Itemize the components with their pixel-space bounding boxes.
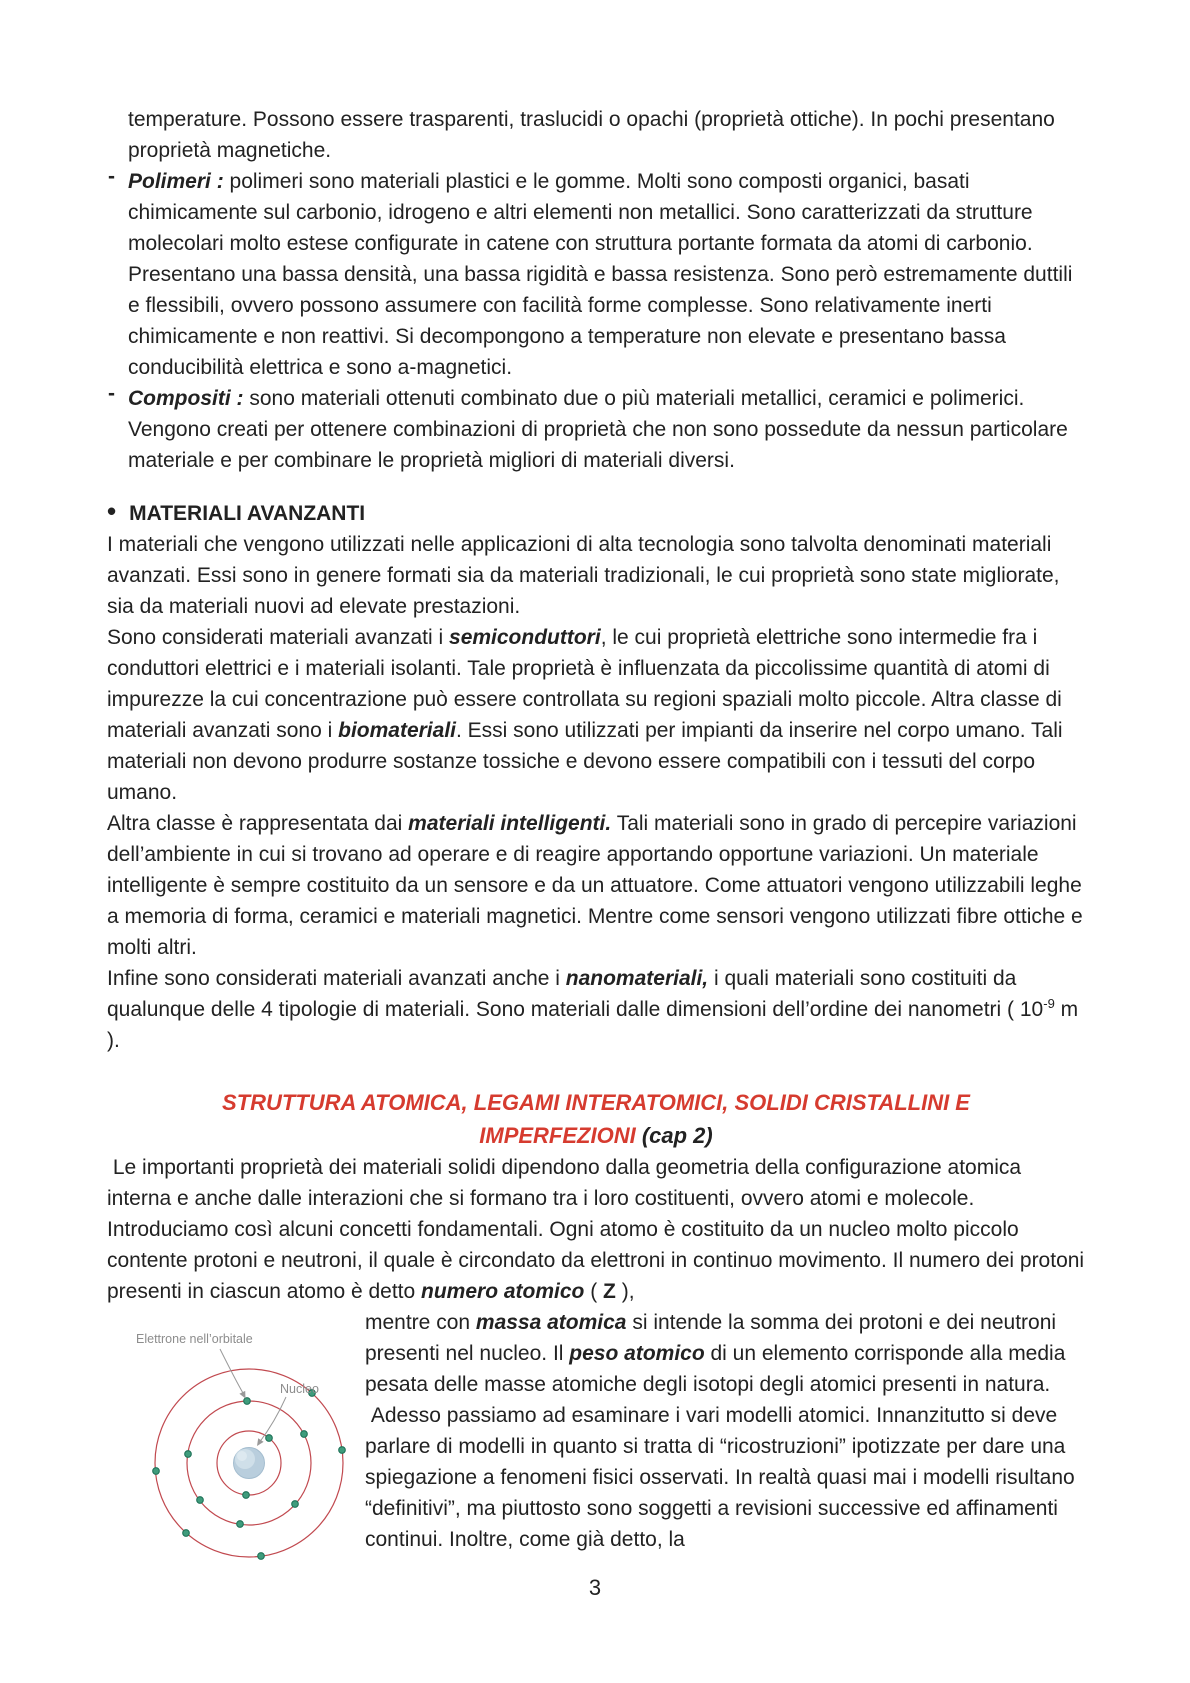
page-number: 3 [588,1575,602,1600]
paragraph-ceramics-continuation: temperature. Possono essere trasparenti, traslucidi o opachi (proprietà ottiche). In pochi presentano proprietà magnetiche. [128,108,1061,162]
dash-bullet: - [108,165,115,188]
chapter-heading [107,1086,1085,1152]
electron-dot [244,1398,251,1405]
chapter-heading-cap: (cap 2) [635,1123,713,1148]
electron-dot [153,1468,160,1475]
electron-dot [185,1451,192,1458]
round-bullet: • [107,496,117,526]
atom-figure-block [107,1307,1085,1607]
section-title-materiali-avanzanti [107,496,1085,529]
chapter-heading-line1: STRUTTURA ATOMICA, LEGAMI INTERATOMICI, SOLIDI CRISTALLINI E [222,1090,970,1115]
page-content [107,104,1090,1607]
atom-diagram [128,1323,368,1567]
list-item-text: Polimeri : polimeri sono materiali plastici e le gomme. Molti sono composti organici, basati chimicamente sul carbonio, idrogeno e altri elementi non metallici. Sono caratterizzati da strutture molecolari molto estese configurate in catene con struttura portante formata da atomi di carbonio. Presentano una bassa densità, una bassa rigidità e bassa resistenza. Sono però estremamente duttili e flessibili, ovvero possono assumere con facilità forme complesse. Sono relativamente inerti chimicamente e non reattivi. Si decompongono a temperature non elevate e presentano bassa conducibilità elettrica e sono a-magnetici. [128,170,1079,379]
paragraph-semiconduttori-biomateriali: Sono considerati materiali avanzati i semiconduttori, le cui proprietà elettriche sono intermedie fra i conduttori elettrici e i materiali isolanti. Tale proprietà è influenzata da piccolissime quantità di atomi di impurezze la cui concentrazione può essere controllata su regioni spaziali molto piccole. Altra classe di materiali avanzati sono i biomateriali. Essi sono utilizzati per impianti da inserire nel corpo umano. Tali materiali non devono produrre sostanze tossiche e devono essere compatibili con i tessuti del corpo umano. [107,626,1069,804]
nucleus-label: Nucleo [280,1382,319,1396]
electron-dot [339,1447,346,1454]
electron-dot [237,1521,244,1528]
electron-label: Elettrone nell’orbitale [136,1332,253,1346]
electron-label-arrow [220,1349,243,1393]
electron-dot [301,1431,308,1438]
atom-diagram-svg [128,1323,368,1567]
list-item-text: Compositi : sono materiali ottenuti combinato due o più materiali metallici, ceramici e polimerici. Vengono creati per ottenere combinazioni di proprietà che non sono possedute da nessun particolare materiale e per combinare le proprietà migliori di materiali diversi. [128,387,1074,472]
wrapped-text-column [365,1307,1085,1555]
paragraph-avanzati-intro: I materiali che vengono utilizzati nelle applicazioni di alta tecnologia sono talvolta denominati materiali avanzati. Essi sono in genere formati sia da materiali tradizionali, le cui proprietà sono state migliorate, sia da materiali nuovi ad elevate prestazioni. [107,533,1066,618]
electron-dot [183,1530,190,1537]
paragraph-struttura-intro: Le importanti proprietà dei materiali solidi dipendono dalla geometria della configurazione atomica interna e anche dalle interazioni che si formano tra i loro costituenti, ovvero atomi e molecole. Introduciamo così alcuni concetti fondamentali. Ogni atomo è costituito da un nucleo molto piccolo contente protoni e neutroni, il quale è circondato da elettroni in continuo movimento. Il numero dei protoni presenti in ciascun atomo è detto numero atomico ( Z ), [107,1156,1090,1303]
electron-dot [292,1501,299,1508]
list-item-polimeri [107,166,1085,383]
dash-bullet: - [108,382,115,405]
list-item-compositi [107,383,1085,476]
paragraph-modelli-atomici: Adesso passiamo ad esaminare i vari modelli atomici. Innanzitutto si deve parlare di modelli in quanto si tratta di “ricostruzioni” ipotizzate per dare una spiegazione a fenomeni fisici osservati. In realtà quasi mai i modelli risultano “definitivi”, ma piuttosto sono soggetti a revisioni successive ed affinamenti continui. Inoltre, come già detto, la [365,1404,1081,1551]
electron-dot [258,1553,265,1560]
electron-dot [243,1492,250,1499]
nucleus-arrowhead [257,1438,264,1446]
section-title-label: MATERIALI AVANZANTI [129,502,366,525]
electron-dot [266,1435,273,1442]
paragraph-nanomateriali: Infine sono considerati materiali avanzati anche i nanomateriali, i quali materiali sono costituiti da qualunque delle 4 tipologie di materiali. Sono materiali dalle dimensioni dell’ordine dei nanometri ( $10^{-9}$ m ). [107,967,1084,1052]
nucleus-label-arrow [259,1397,286,1443]
nucleus-highlight-small [237,1451,247,1461]
paragraph-materiali-intelligenti: Altra classe è rappresentata dai materiali intelligenti. Tali materiali sono in grado di percepire variazioni dell’ambiente in cui si trovano ad operare e di reagire apportando opportune variazioni. Un materiale intelligente è sempre costituito da un sensore e da un attuatore. Come attuatori vengono utilizzabili leghe a memoria di forma, ceramici e materiali magnetici. Mentre come sensori vengono utilizzati fibre ottiche e molti altri. [107,812,1089,959]
electron-dot [197,1497,204,1504]
chapter-heading-line2: IMPERFEZIONI [479,1123,636,1148]
paragraph-massa-peso-atomico: mentre con massa atomica si intende la somma dei protoni e dei neutroni presenti nel nucleo. Il peso atomico di un elemento corrisponde alla media pesata delle masse atomiche degli isotopi degli atomici presenti in natura. [365,1311,1072,1396]
